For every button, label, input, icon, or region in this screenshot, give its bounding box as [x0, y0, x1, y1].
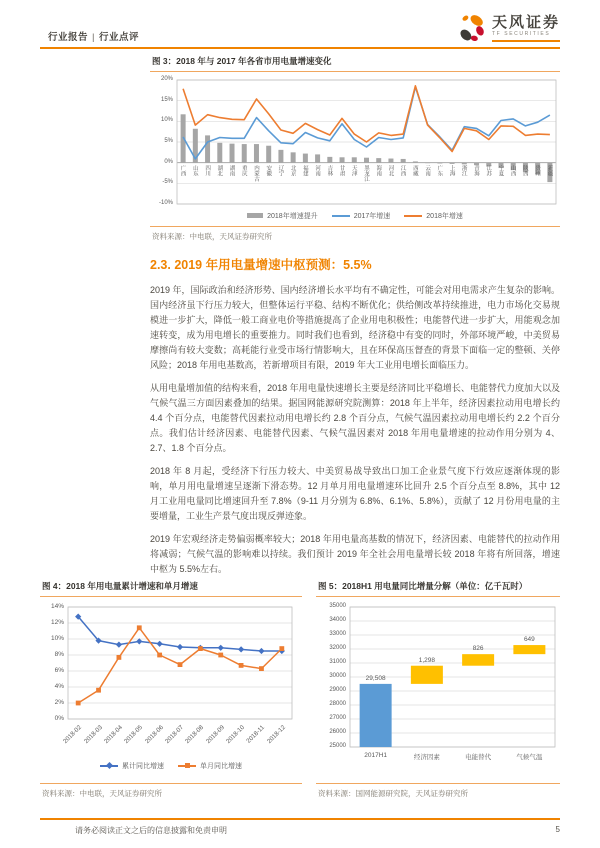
x-tick-label: 2018-04 [102, 724, 124, 746]
y-tick-label: 31000 [329, 659, 346, 665]
x-tick-label: 山东 [191, 164, 198, 176]
x-tick-label: 重庆 [240, 164, 247, 176]
bar [352, 157, 357, 162]
x-tick-label: 云南 [424, 164, 431, 176]
x-tick-label: 2018-02 [62, 724, 84, 746]
x-tick-label: 四川 [204, 164, 211, 176]
figure3-plot [150, 75, 560, 209]
legend-item [100, 761, 164, 771]
report-subtype-label: 行业点评 [98, 32, 139, 43]
x-tick-label: 电能替代 [465, 754, 492, 761]
figure4-legend [40, 759, 302, 772]
bar [376, 158, 381, 163]
x-tick-label: 河南 [314, 164, 321, 176]
footer-divider-line [40, 818, 560, 820]
bar [388, 159, 393, 163]
y-tick-label: 0% [164, 158, 173, 165]
brand-flower-icon [457, 13, 487, 43]
bar [437, 163, 442, 164]
bar [291, 152, 296, 162]
y-tick-label: 0% [54, 715, 64, 722]
y-tick-label: 35000 [329, 603, 346, 609]
bottom-figures-row [40, 578, 560, 799]
legend-item [404, 211, 463, 221]
marker-square [157, 653, 162, 658]
bar [340, 157, 345, 162]
x-tick-label: 湖南 [228, 164, 235, 176]
x-tick-label: 气候气温 [516, 754, 543, 761]
footer-disclaimer: 请务必阅读正文之后的信息披露和免责申明 [75, 826, 227, 835]
marker-diamond [157, 641, 163, 647]
x-tick-label: 2018-03 [82, 724, 104, 746]
x-tick-label: 广西 [179, 164, 186, 176]
bar [254, 144, 259, 163]
page-footer [40, 825, 560, 836]
bar [315, 154, 320, 162]
marker-square [137, 625, 142, 630]
x-tick-label: 江西 [399, 164, 406, 176]
x-tick-label: 2018-12 [265, 724, 287, 746]
marker-square [259, 666, 264, 671]
brand-name: 天风证券 [491, 14, 560, 31]
legend-label: 单月同比增速 [200, 762, 242, 770]
figure4-caption: 图 4：2018 年用电量累计增速和单月增速 [40, 578, 302, 597]
waterfall-bar [360, 684, 392, 747]
x-tick-label: 海南 [375, 164, 382, 176]
y-tick-label: 4% [54, 683, 64, 690]
bar [327, 157, 332, 163]
y-tick-label: 2% [54, 699, 64, 706]
figure3-legend [150, 209, 560, 222]
bar [425, 163, 430, 164]
bar-value-label: 1,298 [418, 656, 436, 664]
waterfall-bar [411, 666, 443, 684]
legend-item [178, 761, 242, 771]
marker-square [76, 701, 81, 706]
data-line [183, 86, 550, 152]
bar [413, 161, 418, 162]
figure4-chart [40, 601, 302, 779]
bar [217, 143, 222, 163]
brand-text-block [492, 14, 560, 42]
breadcrumb-divider: | [92, 32, 95, 43]
x-tick-label: 2018-06 [143, 724, 165, 746]
y-tick-label: 27000 [329, 715, 346, 721]
y-tick-label: 32000 [329, 645, 346, 651]
figure3 [150, 53, 560, 242]
marker-square [178, 662, 183, 667]
x-tick-label: 吉林 [326, 164, 333, 176]
x-tick-label: 山西 [509, 164, 516, 176]
section-heading: 2.3. 2019 年用电量增速中枢预测：5.5% [150, 258, 372, 272]
figure5-source: 资料来源：国网能源研究院，天风证券研究所 [318, 789, 468, 798]
header-divider-line [40, 47, 560, 49]
x-tick-label: 青海 [473, 164, 480, 176]
bar [278, 150, 283, 163]
y-tick-label: 15% [160, 96, 173, 103]
x-tick-label: 甘肃 [338, 164, 345, 176]
bar [401, 159, 406, 163]
x-tick-label: 河北 [387, 164, 394, 176]
y-tick-label: 12% [50, 619, 64, 626]
x-tick-label: 陕西 [521, 164, 528, 176]
x-tick-label: 广东 [436, 164, 443, 176]
y-tick-label: 10% [160, 117, 173, 124]
marker-diamond [238, 646, 244, 652]
y-tick-label: 26000 [329, 729, 346, 735]
x-tick-label: 江苏 [485, 164, 492, 176]
y-tick-label: 34000 [329, 617, 346, 623]
x-tick-label: 黑龙江 [363, 164, 369, 182]
y-tick-label: 20% [160, 76, 173, 82]
x-tick-label: 浙江 [460, 164, 467, 176]
report-type-label: 行业报告 [48, 32, 89, 43]
figure3-source: 资料来源：中电联，天风证券研究所 [152, 232, 272, 241]
brand-subtitle: TF SECURITIES [491, 31, 551, 37]
x-tick-label: 辽宁 [277, 164, 284, 176]
marker-square [218, 653, 223, 658]
y-tick-label: 5% [164, 138, 173, 144]
x-tick-label: 2018-09 [204, 724, 226, 746]
y-tick-label: -10% [158, 200, 173, 206]
waterfall-bar [513, 645, 545, 654]
bar [242, 144, 247, 163]
y-tick-label: 29000 [329, 687, 346, 693]
legend-swatch [178, 765, 196, 767]
x-tick-label: 内蒙古 [252, 164, 259, 182]
waterfall-bar [462, 654, 494, 666]
legend-label: 累计同比增速 [122, 762, 164, 770]
x-tick-label: 2018-05 [123, 724, 145, 746]
marker-square [279, 646, 284, 651]
x-tick-label: 经济因素 [413, 754, 440, 761]
bar [266, 146, 271, 163]
y-tick-label: 33000 [329, 631, 346, 637]
bar-value-label: 649 [523, 636, 535, 644]
marker-square [198, 646, 203, 651]
bar-value-label: 29,508 [365, 674, 386, 682]
legend-item [332, 211, 391, 221]
x-tick-label: 2017H1 [364, 752, 388, 759]
y-tick-label: 30000 [329, 673, 346, 679]
marker-diamond [258, 648, 264, 654]
legend-label: 2017年增速 [353, 212, 391, 220]
figure3-caption: 图 3：2018 年与 2017 年各省市用电量增速变化 [150, 53, 560, 72]
y-tick-label: 6% [54, 667, 64, 674]
figure4 [40, 578, 302, 799]
bar [205, 135, 210, 162]
marker-square [239, 663, 244, 668]
legend-label: 2018年增速 [426, 212, 463, 220]
figure5 [316, 578, 560, 799]
data-line [183, 87, 550, 159]
x-tick-label: 湖北 [216, 164, 223, 176]
y-tick-label: 8% [54, 651, 64, 658]
x-tick-label: 2018-07 [163, 724, 185, 746]
y-tick-label: 25000 [329, 743, 346, 749]
brand-logo [457, 13, 560, 43]
y-tick-label: -5% [162, 179, 173, 186]
paragraph: 2019 年宏观经济走势偏弱概率较大；2018 年用电量高基数的情况下，经济因素、电能替代的拉动作用将减弱；气候气温的影响难以持续。我们预计 2019 年全社会用电量增长较 2018 年将有所回落，增速中枢为 5.5%左右。 [150, 534, 560, 574]
x-tick-label: 天津 [350, 164, 357, 176]
paragraph: 2019 年，国际政治和经济形势、国内经济增长水平均有不确定性，可能会对用电需求产生复杂的影响。国内经济虽下行压力较大，但整体运行平稳、结构不断优化；供给侧改革持续推进，电力市场化交易规模进一步扩大，降低一般工商业电价等措施提高了企业用电积极性；电能替代进一步扩大，用能观念加速转变，成为用电增长的重要推力。同时我们也看到，经济稳中有变的同时，外部环境严峻，中美贸易摩擦尚有较大变数；高耗能行业受市场行情影响大，且在环保高压督查的背景下面临一定的整顿、关停风险；2018 年用电基数高，若新增项目有限，2019 年大工业用电增长面临压力。 [150, 285, 560, 370]
x-tick-label: 新疆 [546, 164, 553, 176]
legend-square-marker [185, 763, 190, 768]
figure5-caption: 图 5：2018H1 用电量同比增量分解（单位：亿千瓦时） [316, 578, 560, 597]
x-tick-label: 西藏 [411, 164, 418, 176]
x-tick-label: 2018-10 [225, 724, 247, 746]
body-paragraphs [150, 283, 560, 577]
legend-swatch [404, 215, 422, 217]
x-tick-label: 宁夏 [497, 164, 504, 176]
marker-diamond [177, 644, 183, 650]
main-column [150, 53, 560, 585]
figure3-chart [150, 75, 560, 209]
y-tick-label: 10% [50, 635, 64, 642]
y-tick-label: 14% [50, 603, 64, 610]
figure5-chart [316, 601, 560, 779]
marker-diamond [218, 645, 224, 651]
x-tick-label: 上海 [448, 164, 455, 176]
legend-item [247, 211, 318, 221]
bar-value-label: 826 [472, 645, 484, 653]
marker-square [117, 655, 122, 660]
x-tick-label: 福建 [301, 164, 308, 176]
legend-diamond-marker [106, 762, 113, 769]
y-tick-label: 28000 [329, 701, 346, 707]
x-tick-label: 2018-11 [245, 724, 267, 745]
legend-swatch [332, 215, 350, 217]
marker-diamond [116, 641, 122, 647]
figure4-source: 资料来源：中电联，天风证券研究所 [42, 789, 162, 798]
bar [303, 154, 308, 163]
report-type-breadcrumb [48, 29, 139, 43]
x-tick-label: 北京 [289, 164, 296, 176]
paragraph: 2018 年 8 月起，受经济下行压力较大、中美贸易战导致出口加工企业景气度下行效应逐渐体现的影响，单月用电量增速呈逐渐下滑态势。12 月单月用电量增速环比回升 2.5 个百分点至 8.8%，其中 12 月工业用电量同比增速回升至 7.8%（9-11 月分别为 6.8%、6.1%、5.8%），贡献了 12 月份用电量的主要增量，工业生产景气度出现反弹迹象。 [150, 466, 560, 521]
bar [230, 144, 235, 163]
marker-square [96, 688, 101, 693]
x-tick-label: 安徽 [265, 164, 272, 176]
x-tick-label: 贵州 [534, 164, 541, 176]
page-number: 5 [555, 825, 560, 834]
legend-label: 2018年增速提升 [267, 212, 318, 220]
x-tick-label: 2018-08 [184, 724, 206, 746]
legend-swatch [247, 213, 263, 218]
paragraph: 从用电量增加值的结构来看，2018 年用电量快速增长主要是经济同比平稳增长、电能替代力度加大以及气候气温三方面因素叠加的结果。据国网能源研究院测算：2018 年上半年，经济因素拉动用电增长约 4.4 个百分点，电能替代因素拉动用电增长约 2.8 个百分点，气候气温因素拉动用电增长约 2.2 个百分点。我们估计经济因素、电能替代因素、气候气温因素对 2018 年用电量增速的拉动作用分别为 4、2.7、1.8 个百分点。 [150, 383, 560, 453]
bar [364, 158, 369, 163]
legend-swatch [100, 765, 118, 767]
